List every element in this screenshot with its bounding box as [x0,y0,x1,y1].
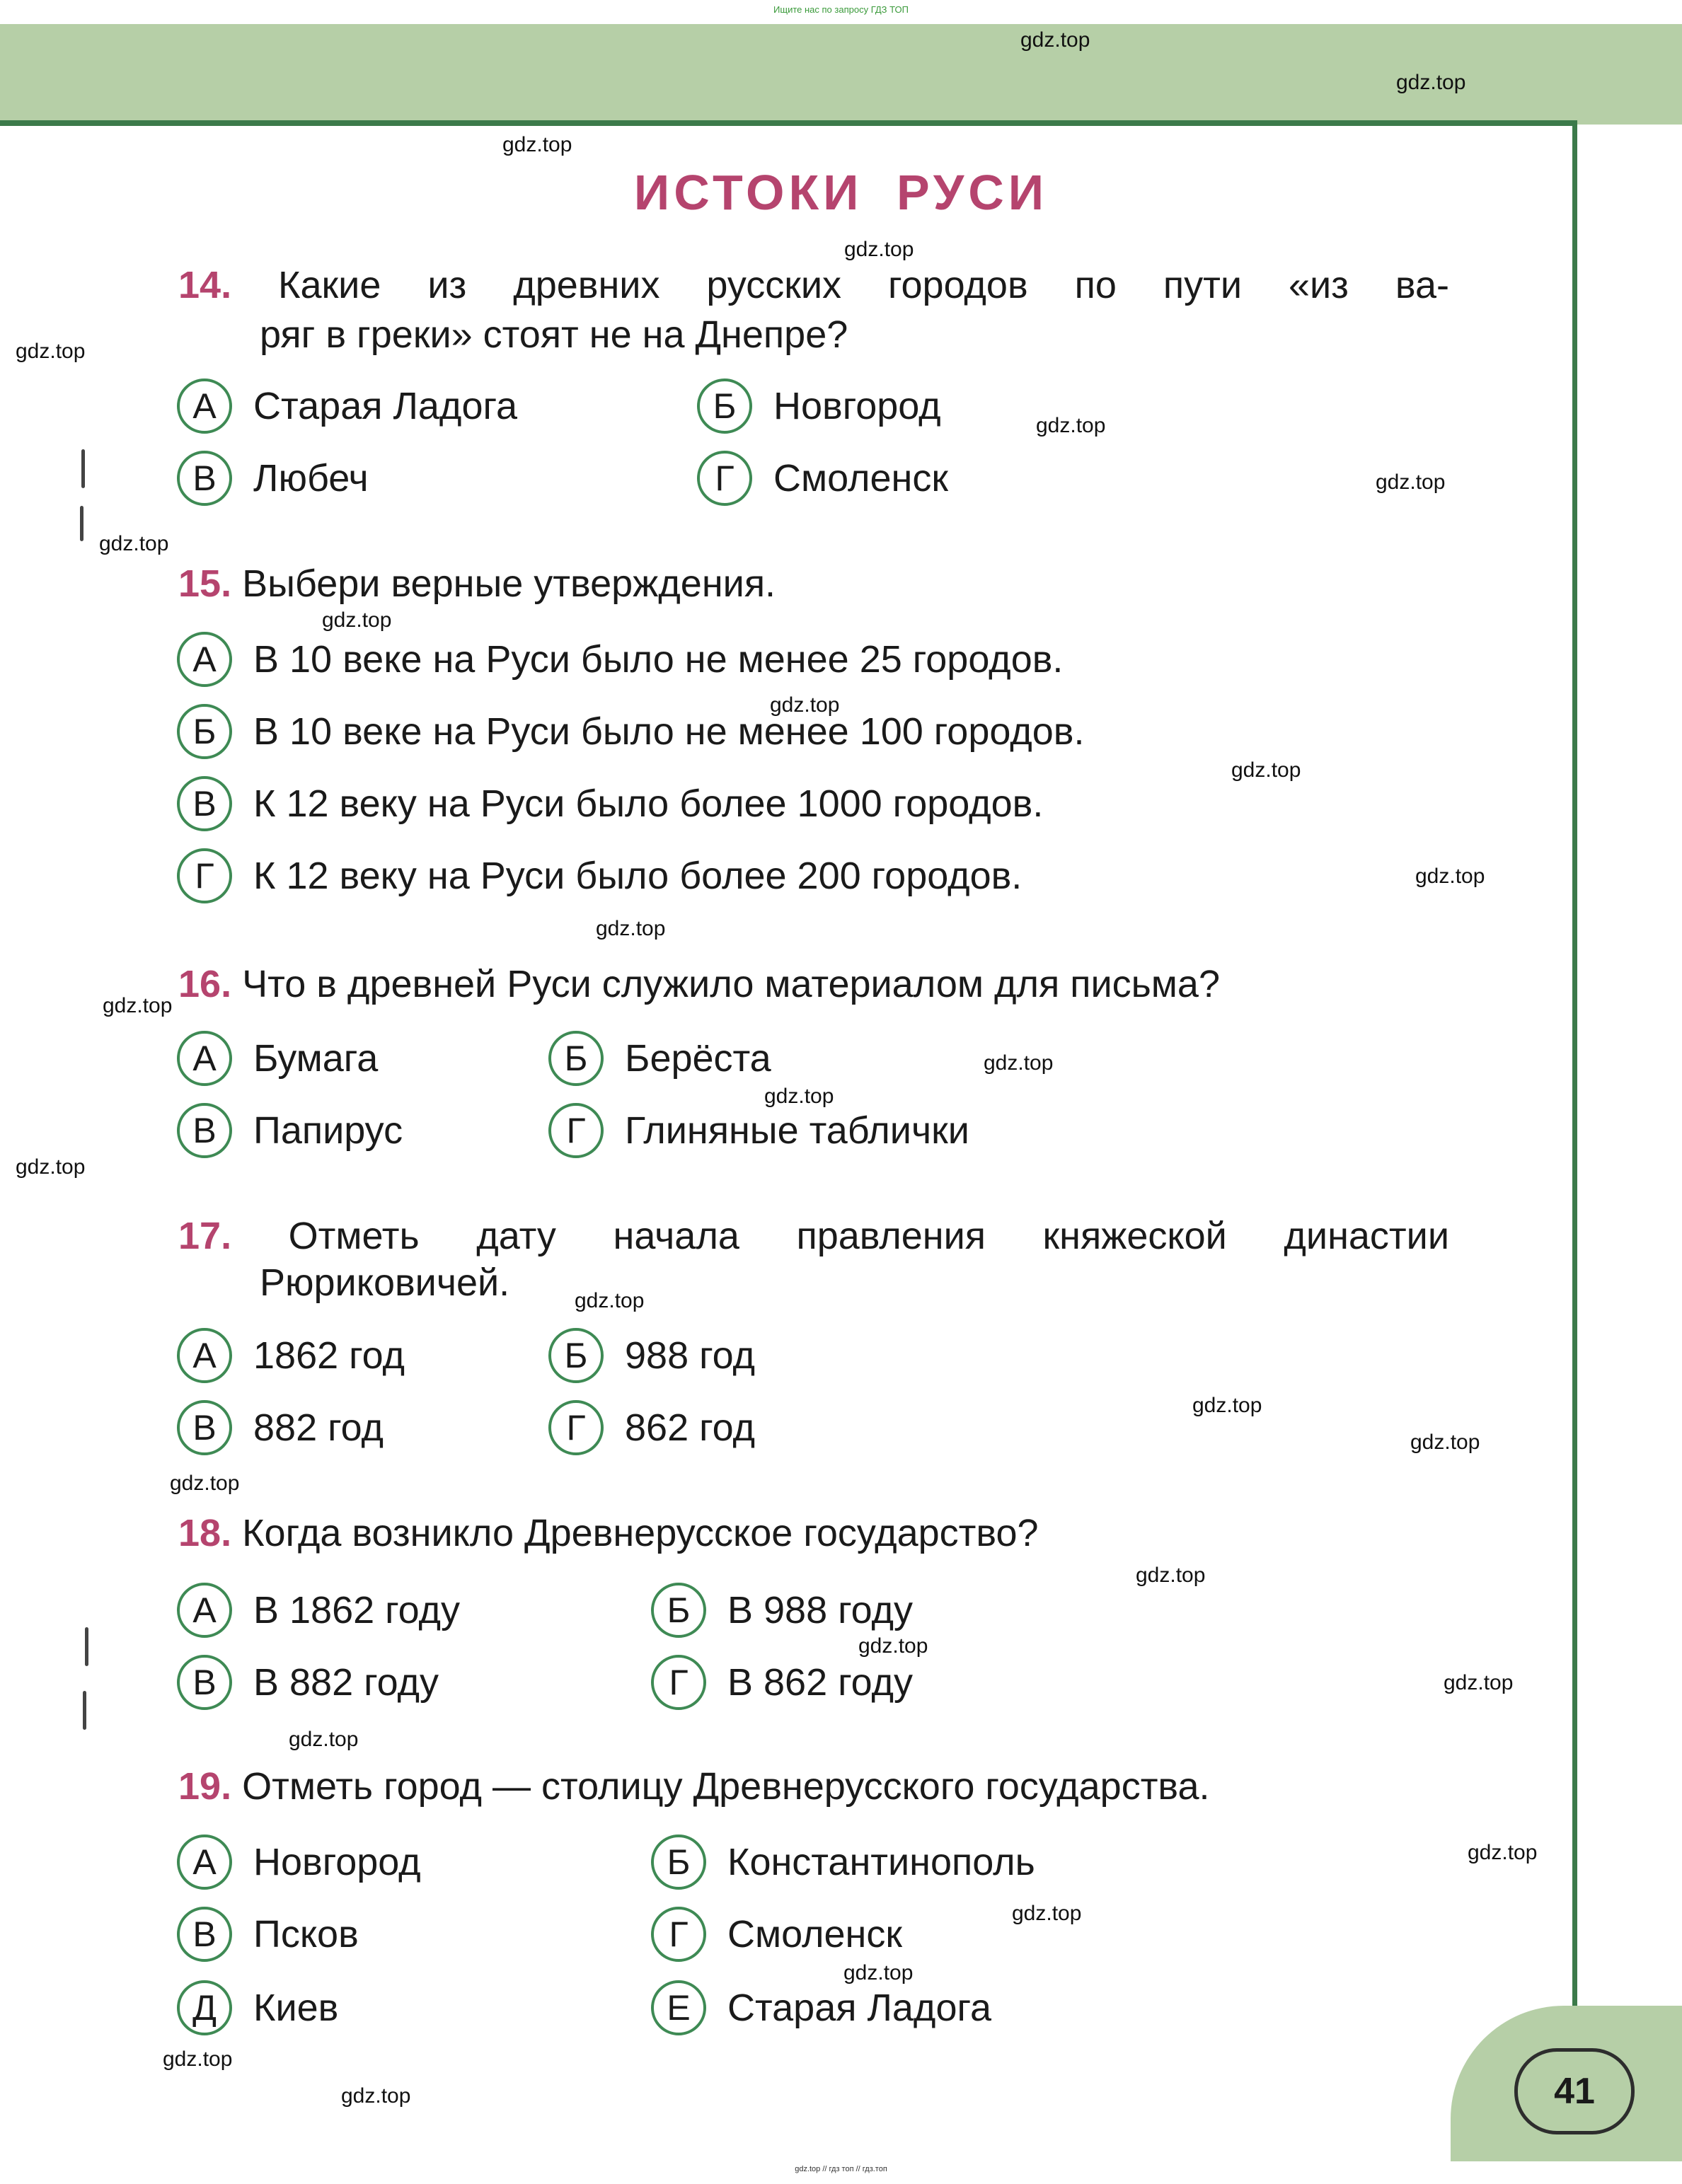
question-number: 17. [178,1215,232,1257]
question-18 [178,1508,1449,1558]
watermark: gdz.top [770,693,840,717]
question-number: 19. [178,1765,232,1808]
question-text: Какие из древних русских городов по пути «из ва- [278,264,1449,306]
option-letter: Б [651,1583,706,1638]
option-letter: А [177,632,232,687]
option-text: Новгород [773,385,941,427]
question-text: Отметь дату начала правления княжеской династии [288,1215,1449,1257]
watermark: gdz.top [1396,71,1466,94]
page-number: 41 [1514,2048,1635,2134]
margin-rule [1572,125,1577,2070]
option-text: Глиняные таблички [625,1109,969,1152]
option-16-d[interactable] [548,1101,969,1160]
option-text: Новгород [253,1841,421,1883]
question-number: 18. [178,1512,232,1554]
option-19-c[interactable] [177,1905,359,1964]
option-18-b[interactable] [651,1581,913,1640]
watermark: gdz.top [1020,28,1090,52]
option-15-b[interactable] [177,702,1084,761]
option-letter: Д [177,1980,232,2035]
option-14-b[interactable] [697,376,941,436]
question-19 [178,1762,1459,1811]
option-text: В 988 году [727,1589,913,1631]
watermark: gdz.top [289,1728,359,1751]
option-text: В 10 веке на Руси было не менее 25 городов. [253,638,1064,681]
option-text: Старая Ладога [727,1987,992,2029]
watermark: gdz.top [1410,1431,1480,1454]
watermark: gdz.top [1012,1902,1082,1925]
option-19-b[interactable] [651,1832,1035,1892]
watermark: gdz.top [596,917,666,940]
watermark: gdz.top [322,608,392,632]
question-14 [178,260,1449,310]
option-14-a[interactable] [177,376,517,436]
watermark: gdz.top [1136,1564,1206,1587]
option-16-b[interactable] [548,1029,771,1088]
question-number: 14. [178,264,232,306]
option-16-c[interactable] [177,1101,403,1160]
option-text: Папирус [253,1109,403,1152]
option-letter: Б [177,704,232,759]
option-letter: Г [651,1907,706,1962]
watermark: gdz.top [163,2047,233,2071]
option-text: 882 год [253,1406,384,1449]
option-text: В 10 веке на Руси было не менее 100 городов. [253,710,1085,753]
watermark: gdz.top [844,238,914,261]
watermark: gdz.top [99,532,169,555]
question-14-line2: ряг в греки» стоят не на Днепре? [260,313,848,356]
option-text: В 882 году [253,1661,439,1704]
binding-mark [85,1627,88,1666]
watermark: gdz.top [858,1634,928,1658]
option-letter: В [177,776,232,831]
top-link[interactable]: Ищите нас по запросу ГДЗ ТОП [773,4,909,15]
watermark: gdz.top [1444,1671,1514,1694]
option-text: Берёста [625,1037,771,1080]
option-text: 988 год [625,1334,755,1377]
option-letter: В [177,1655,232,1710]
watermark: gdz.top [170,1472,240,1495]
option-letter: А [177,1835,232,1890]
question-text: Выбери верные утверждения. [242,562,776,605]
option-text: Смоленск [727,1913,902,1955]
watermark: gdz.top [1415,865,1485,888]
option-18-d[interactable] [651,1653,913,1712]
option-letter: Г [177,848,232,903]
option-text: К 12 веку на Руси было более 1000 городов. [253,782,1044,825]
option-letter: Е [651,1980,706,2035]
option-letter: Г [548,1103,604,1158]
option-text: Константинополь [727,1841,1035,1883]
question-number: 15. [178,562,232,605]
option-19-e[interactable] [177,1978,338,2038]
option-letter: Б [697,379,752,434]
watermark: gdz.top [1192,1394,1262,1417]
option-text: Любеч [253,457,369,499]
watermark: gdz.top [1376,470,1446,494]
question-17-line2: Рюриковичей. [260,1261,510,1304]
option-text: Бумага [253,1037,379,1080]
option-letter: А [177,1583,232,1638]
option-17-d[interactable] [548,1398,755,1457]
option-letter: В [177,451,232,506]
page-title: ИСТОКИ РУСИ [633,165,1049,220]
question-text: Когда возникло Древнерусское государство? [242,1512,1039,1554]
watermark: gdz.top [1468,1841,1538,1864]
option-18-c[interactable] [177,1653,439,1712]
option-letter: В [177,1400,232,1455]
option-17-c[interactable] [177,1398,384,1457]
option-letter: Г [697,451,752,506]
question-16 [178,959,1459,1009]
option-text: К 12 веку на Руси было более 200 городов. [253,855,1023,897]
option-14-c[interactable] [177,449,369,508]
binding-mark [81,449,85,488]
watermark: gdz.top [16,1155,86,1179]
question-15 [178,559,1449,608]
watermark: gdz.top [764,1085,834,1108]
option-16-a[interactable] [177,1029,378,1088]
watermark: gdz.top [341,2084,411,2108]
option-letter: Б [651,1835,706,1890]
option-letter: Б [548,1031,604,1086]
option-17-a[interactable] [177,1326,405,1385]
question-number: 16. [178,963,232,1005]
option-letter: Г [651,1655,706,1710]
watermark: gdz.top [103,994,173,1017]
option-text: Киев [253,1987,339,2029]
question-text: Отметь город — столицу Древнерусского государства. [242,1765,1210,1808]
option-text: Смоленск [773,457,948,499]
watermark: gdz.top [1231,758,1301,782]
option-19-f[interactable] [651,1978,991,2038]
option-text: 1862 год [253,1334,405,1377]
option-letter: В [177,1907,232,1962]
binding-mark [80,506,83,541]
header-rule [0,120,1577,126]
option-letter: Б [548,1328,604,1383]
question-17 [178,1211,1449,1261]
option-18-a[interactable] [177,1581,460,1640]
option-text: Старая Ладога [253,385,518,427]
watermark: gdz.top [502,133,572,156]
option-letter: В [177,1103,232,1158]
option-text: В 1862 году [253,1589,461,1631]
option-15-a[interactable] [177,630,1063,689]
option-letter: А [177,1328,232,1383]
option-letter: А [177,379,232,434]
option-19-a[interactable] [177,1832,421,1892]
option-19-d[interactable] [651,1905,902,1964]
option-text: Псков [253,1913,359,1955]
option-letter: А [177,1031,232,1086]
option-17-b[interactable] [548,1326,755,1385]
watermark: gdz.top [984,1051,1054,1075]
watermark: gdz.top [16,340,86,363]
bottom-link[interactable]: gdz.top // гдз топ // гдз.топ [795,2165,887,2173]
option-letter: Г [548,1400,604,1455]
binding-mark [83,1691,86,1730]
option-15-d[interactable] [177,846,1022,906]
option-text: В 862 году [727,1661,913,1704]
option-14-d[interactable] [697,449,948,508]
watermark: gdz.top [1036,414,1106,437]
option-15-c[interactable] [177,774,1043,833]
watermark: gdz.top [575,1289,645,1312]
watermark: gdz.top [843,1961,914,1984]
option-text: 862 год [625,1406,755,1449]
question-text: Что в древней Руси служило материалом для письма? [242,963,1220,1005]
